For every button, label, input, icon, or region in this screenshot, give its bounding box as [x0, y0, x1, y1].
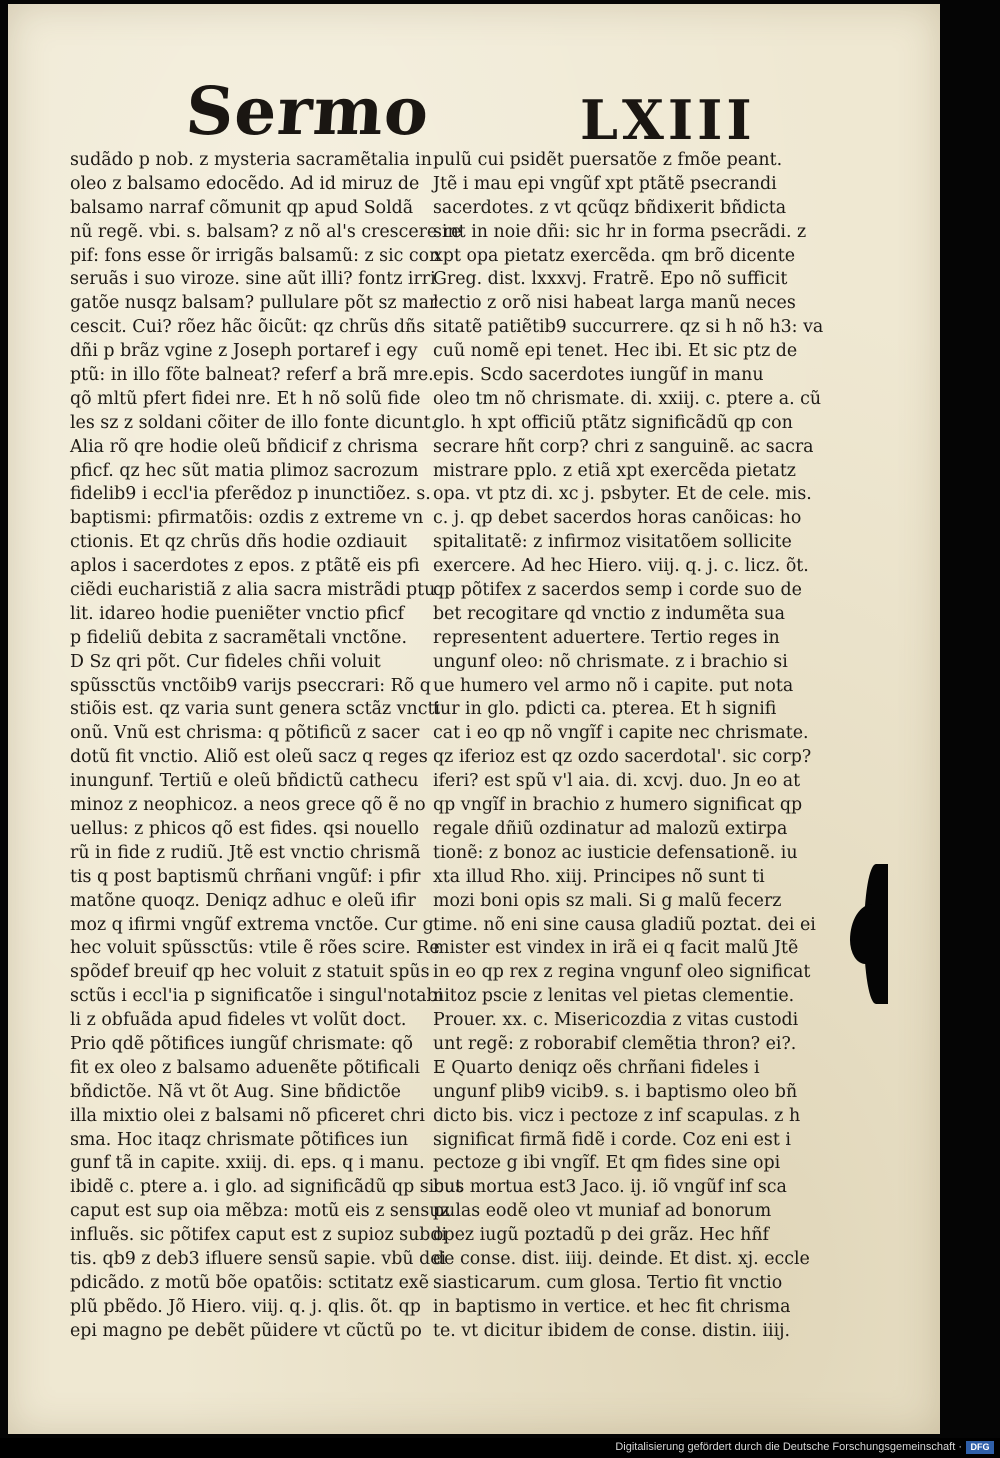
text-line: oleo z balsamo edocẽdo. Ad id miruz de	[70, 173, 420, 194]
text-line: moz q ifirmi vngũf extrema vnctõe. Cur g	[70, 914, 434, 935]
text-line: caput est sup oia mẽbza: motũ eis z sensuz	[70, 1201, 450, 1222]
text-line: lectio z orõ nisi habeat larga manũ neces	[433, 293, 796, 314]
text-line: cuũ nomẽ epi tenet. Hec ibi. Et sic ptz de	[433, 341, 798, 362]
text-line: representent aduertere. Tertio reges in	[433, 627, 780, 648]
text-line: bñdictõe. Nã vt õt Aug. Sine bñdictõe	[70, 1081, 401, 1102]
text-line: time. nõ eni sine causa gladiũ poztat. dei ei	[433, 914, 816, 935]
text-line: illa mixtio olei z balsami nõ pficeret chri	[70, 1105, 425, 1126]
text-line: sctũs i eccl'ia p significatõe i singul'notabi	[70, 986, 444, 1007]
text-line: seruãs i suo viroze. sine aũt illi? fontz irri	[70, 269, 436, 290]
text-line: opez iugũ poztadũ p dei grãz. Hec hñf	[433, 1225, 769, 1246]
digitization-credit: Digitalisierung gefördert durch die Deutsche Forschungsgemeinschaft ·	[615, 1441, 962, 1453]
text-line: dicto bis. vicz i pectoze z inf scapulas. z h	[433, 1105, 801, 1126]
text-line: pulũ cui psidẽt puersatõe z fmõe peant.	[433, 150, 783, 170]
text-line: dotũ fit vnctio. Aliõ est oleũ sacz q reges	[70, 747, 428, 768]
text-line: E Quarto deniqz oẽs chrñani fideles i	[433, 1057, 760, 1078]
text-line: onũ. Vnũ est chrisma: q põtificũ z sacer	[70, 723, 420, 744]
text-line: les sz z soldani cõiter de illo fonte dicunt.	[70, 412, 437, 433]
text-line: aplos i sacerdotes z epos. z ptãtẽ eis pfi	[70, 556, 420, 577]
text-line: spũssctũs vnctõib9 varijs pseccrari: Rõ q	[70, 675, 431, 696]
text-line: pdicãdo. z motũ bõe opatõis: sctitatz exẽ	[70, 1272, 430, 1293]
text-line: sint in noie dñi: sic hr in forma psecrãdi. z	[433, 221, 807, 242]
text-line: glo. h xpt officiũ ptãtz significãdũ qp con	[433, 412, 793, 433]
text-line: uellus: z phicos qõ est fides. qsi nouello	[70, 818, 420, 839]
text-line: plũ pbẽdo. Jõ Hiero. viij. q. j. qlis. õt. qp	[70, 1296, 421, 1317]
text-line: lit. idareo hodie pueniẽter vnctio pficf	[70, 603, 405, 624]
text-line: epi magno pe debẽt pũidere vt cũctũ po	[70, 1320, 422, 1341]
text-line: ue humero vel armo nõ i capite. put nota	[433, 675, 794, 696]
text-line: matõne quoqz. Deniqz adhuc e oleũ ifir	[70, 890, 416, 911]
text-line: spõdef breuif qp hec voluit z statuit spũs	[70, 962, 430, 983]
text-line: ciẽdi eucharistiã z alia sacra mistrãdi ptu	[70, 580, 436, 601]
text-line: tur in glo. pdicti ca. pterea. Et h signifi	[433, 699, 777, 720]
text-line: secrare hñt corp? chri z sanguinẽ. ac sacra	[433, 436, 814, 457]
text-line: fidelib9 i eccl'ia pferẽdoz p inunctiõez. s.	[70, 484, 431, 505]
text-line: qõ mltũ pfert fidei nre. Et h nõ solũ fide	[70, 388, 421, 409]
text-line: siasticarum. cum glosa. Tertio fit vnctio	[433, 1272, 783, 1293]
text-line: mozi boni opis sz mali. Si g malũ fecerz	[433, 890, 782, 911]
text-line: inungunf. Tertiũ e oleũ bñdictũ cathecu	[70, 771, 419, 792]
text-line: mistrare pplo. z etiã xpt exercẽda pietatz	[433, 460, 796, 481]
dfg-logo: DFG	[966, 1441, 994, 1454]
text-line: bet recogitare qd vnctio z indumẽta sua	[433, 603, 785, 624]
text-line: qp vngĩf in brachio z humero significat qp	[433, 795, 803, 816]
text-line: gunf tã in capite. xxiij. di. eps. q i manu.	[70, 1153, 425, 1174]
text-line: hec voluit spũssctũs: vtile ẽ rões scire. Re	[70, 938, 440, 959]
book-page	[8, 4, 940, 1434]
text-line: c. j. qp debet sacerdos horas canõicas: ho	[433, 508, 802, 529]
text-line: influẽs. sic põtifex caput est z supioz subdi	[70, 1225, 448, 1246]
text-line: Greg. dist. lxxxvj. Fratrẽ. Epo nõ sufficit	[433, 269, 788, 290]
text-line: de conse. dist. iiij. deinde. Et dist. xj. eccle	[433, 1248, 810, 1269]
text-line: pficf. qz hec sũt matia plimoz sacrozum	[70, 460, 419, 481]
text-line: tis q post baptismũ chrñani vngũf: i pfir	[70, 866, 421, 887]
text-line: qz iferioz est qz ozdo sacerdotal'. sic corp?	[433, 747, 812, 768]
text-line: tionẽ: z bonoz ac iusticie defensationẽ. iu	[433, 842, 798, 863]
text-line: te. vt dicitur ibidem de conse. distin. iiij.	[433, 1320, 791, 1341]
text-line: regale dñiũ ozdinatur ad malozũ extirpa	[433, 818, 788, 839]
text-line: qp põtifex z sacerdos semp i corde suo de	[433, 580, 802, 601]
text-line: Prio qdẽ põtifices iungũf chrismate: qõ	[70, 1033, 414, 1054]
text-line: Jtẽ i mau epi vngũf xpt ptãtẽ psecrandi	[433, 173, 777, 194]
text-line: mister est vindex in irã ei q facit malũ Jtẽ	[433, 938, 799, 959]
text-line: minoz z neophicoz. a neos grece qõ ẽ no	[70, 795, 426, 816]
text-line: D Sz qri põt. Cur fideles chñi voluit	[70, 651, 381, 672]
text-line: ungunf plib9 vicib9. s. i baptismo oleo bñ	[433, 1081, 798, 1102]
text-line: p fideliũ debita z sacramẽtali vnctõne.	[70, 627, 407, 648]
text-line: iferi? est spũ v'l aia. di. xcvj. duo. Jn eo at	[433, 771, 801, 792]
text-line: stiõis est. qz varia sunt genera sctãz vncti	[70, 699, 441, 720]
text-line: bus mortua est3 Jaco. ij. iõ vngũf inf sca	[433, 1177, 787, 1198]
text-line: Prouer. xx. c. Misericozdia z vitas custodi	[433, 1010, 799, 1031]
text-line: unt regẽ: z roborabif clemẽtia thron? ei?.	[433, 1033, 797, 1054]
text-line: exercere. Ad hec Hiero. viij. q. j. c. licz. õt.	[433, 556, 809, 577]
left-text-column	[70, 149, 463, 1344]
text-line: baptismi: pfirmatõis: ozdis z extreme vn	[70, 508, 424, 529]
text-line: oleo tm nõ chrismate. di. xxiij. c. ptere a. cũ	[433, 388, 822, 409]
text-line: opa. vt ptz di. xc j. psbyter. Et de cele. mis.	[433, 484, 812, 505]
torn-edge-notch	[850, 904, 888, 964]
text-line: sudãdo p nob. z mysteria sacramẽtalia in	[70, 150, 432, 170]
text-line: li z obfuãda apud fideles vt volũt doct.	[70, 1010, 407, 1031]
right-text-column	[433, 149, 824, 1344]
text-line: cescit. Cui? rõez hãc õicũt: qz chrũs dñs	[70, 317, 426, 338]
text-line: fit ex oleo z balsamo aduenẽte põtificali	[70, 1057, 420, 1078]
text-line: in eo qp rex z regina vngunf oleo significat	[433, 962, 811, 983]
text-line: nũ regẽ. vbi. s. balsam? z nõ al's crescere re	[70, 221, 462, 242]
text-line: rũ in fide z rudiũ. Jtẽ est vnctio chrismã	[70, 842, 421, 863]
text-line: spitalitatẽ: z infirmoz visitatõem sollicite	[433, 532, 792, 553]
text-line: xpt opa pietatz exercẽda. qm brõ dicente	[433, 245, 796, 266]
text-line: significat firmã fidẽ i corde. Coz eni est i	[433, 1129, 791, 1150]
text-line: tis. qb9 z deb3 ifluere sensũ sapie. vbũ dei	[70, 1248, 447, 1269]
text-line: ungunf oleo: nõ chrismate. z i brachio si	[433, 651, 788, 672]
text-line: sacerdotes. z vt qcũqz bñdixerit bñdicta	[433, 197, 787, 218]
text-line: dñi p brãz vgine z Joseph portaref i egy	[70, 341, 418, 362]
text-line: epis. Scdo sacerdotes iungũf in manu	[433, 365, 764, 386]
text-line: pif: fons esse õr irrigãs balsamũ: z sic con	[70, 245, 441, 266]
text-line: ibidẽ c. ptere a. i glo. ad significãdũ qp sicut	[70, 1177, 463, 1198]
text-line: in baptismo in vertice. et hec fit chrisma	[433, 1296, 791, 1317]
text-line: nitoz pscie z lenitas vel pietas clementie.	[433, 986, 795, 1007]
text-line: sma. Hoc itaqz chrismate põtifices iun	[70, 1129, 409, 1150]
text-line: sitatẽ patiẽtib9 succurrere. qz si h nõ h3: va	[433, 317, 824, 338]
text-line: pulas eodẽ oleo vt muniaf ad bonorum	[433, 1201, 772, 1222]
text-line: ptũ: in illo fõte balneat? referf a brã mre.	[70, 365, 434, 386]
text-line: balsamo narraf cõmunit qp apud Soldã	[70, 197, 414, 218]
text-line: gatõe nusqz balsam? pullulare põt sz mar	[70, 293, 438, 314]
running-head-title: Sermo	[183, 72, 433, 150]
text-line: pectoze g ibi vngĩf. Et qm fides sine opi	[433, 1153, 781, 1174]
text-line: ctionis. Et qz chrũs dñs hodie ozdiauit	[70, 532, 407, 553]
text-line: cat i eo qp nõ vngĩf i capite nec chrismate.	[433, 723, 809, 744]
text-line: Alia rõ qre hodie oleũ bñdicif z chrisma	[70, 436, 418, 457]
folio-number: LXIII	[580, 88, 756, 152]
text-line: xta illud Rho. xiij. Principes nõ sunt ti	[433, 866, 765, 887]
